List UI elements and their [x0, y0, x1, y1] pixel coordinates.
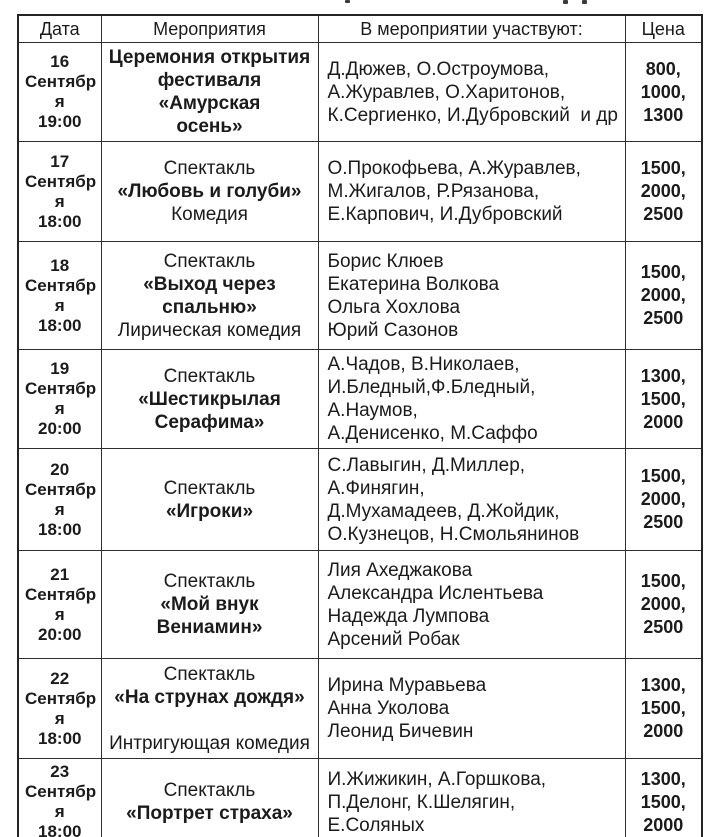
date-line: 18:00 — [38, 519, 82, 539]
participant-name: О.Прокофьева, А.Журавлев, — [327, 158, 581, 179]
event-line: осень» — [176, 116, 243, 137]
date-cell — [18, 350, 101, 449]
price-value: 800, — [645, 58, 681, 79]
price-value: 2000 — [643, 411, 684, 432]
participant-name: К.Сергиенко, И.Дубровский и др — [327, 104, 618, 126]
participant-name: Д.Мухамадеев, Д.Жойдик, — [327, 500, 560, 522]
date-line: 22 — [50, 668, 70, 688]
date-line: Сентябр — [25, 171, 97, 191]
price-value: 1300, — [640, 365, 686, 386]
table-row — [18, 551, 702, 659]
date-line: я — [54, 708, 65, 728]
table-body — [18, 43, 702, 837]
date-line: я — [54, 191, 65, 211]
participant-name: Александра Ислентьева — [327, 582, 544, 604]
table-row — [18, 759, 702, 837]
price-value: 2500 — [643, 204, 684, 224]
price-value: 1300 — [643, 104, 684, 125]
column-header-participants: В мероприятии участвуют: — [318, 15, 625, 43]
participants-cell — [318, 759, 625, 837]
event-cell — [101, 242, 318, 350]
date-line: 18:00 — [38, 822, 82, 837]
date-line: Сентябр — [25, 782, 97, 801]
price-value: 1500, — [640, 466, 686, 486]
price-cell — [625, 759, 702, 837]
participant-name: Е.Карпович, И.Дубровский — [327, 204, 563, 225]
price-cell — [625, 449, 702, 551]
price-cell — [625, 43, 702, 142]
date-cell — [18, 551, 101, 659]
table-row — [18, 43, 702, 142]
date-line: Сентябр — [25, 584, 97, 604]
date-line: Сентябр — [25, 72, 97, 91]
participants-cell — [318, 43, 625, 142]
participant-name: Е.Соляных — [327, 814, 425, 836]
price-value: 2500 — [643, 617, 684, 637]
participants-cell — [318, 449, 625, 551]
participants-cell — [318, 142, 625, 242]
price-cell — [625, 142, 702, 242]
column-header-date: Дата — [18, 15, 101, 43]
header-row — [18, 15, 702, 43]
event-line: «Выход через — [143, 273, 276, 295]
event-line: фестиваля «Амурская — [157, 70, 262, 114]
cropped-text-fragment — [563, 0, 568, 4]
price-value: 1500, — [640, 791, 686, 812]
price-value: 1500, — [640, 698, 686, 718]
participant-name: Ольга Хохлова — [327, 296, 461, 318]
event-line: Церемония открытия — [108, 47, 311, 68]
date-cell — [18, 142, 101, 242]
date-line: 20 — [50, 459, 70, 479]
participant-name: Екатерина Волкова — [327, 273, 500, 295]
date-line: я — [54, 802, 65, 821]
event-line: Спектакль — [163, 250, 256, 272]
date-line: 16 — [50, 52, 70, 71]
event-line: спальню» — [162, 296, 257, 318]
event-line: «На струнах дождя» — [114, 686, 305, 708]
date-line: я — [54, 295, 65, 315]
table-row — [18, 142, 702, 242]
events-schedule-table — [17, 14, 703, 837]
participants-cell — [318, 659, 625, 759]
participant-name: С.Лавыгин, Д.Миллер, А.Финягин, — [327, 454, 531, 499]
event-line: «Портрет страха» — [126, 803, 293, 824]
event-line: «Мой внук Вениамин» — [156, 594, 263, 638]
event-line: Спектакль — [163, 663, 256, 685]
date-line: 19 — [50, 359, 70, 378]
participant-name: Арсений Робак — [327, 628, 460, 650]
price-value: 2500 — [643, 308, 684, 328]
table-row — [18, 659, 702, 759]
date-line: Сентябр — [25, 479, 97, 499]
event-line: Спектакль — [163, 477, 256, 499]
participants-cell — [318, 350, 625, 449]
price-value: 1500, — [640, 262, 686, 282]
price-cell — [625, 659, 702, 759]
column-header-events: Мероприятия — [101, 15, 318, 43]
participant-name: Юрий Сазонов — [327, 319, 459, 341]
date-line: 23 — [50, 762, 70, 781]
date-cell — [18, 659, 101, 759]
cropped-text-fragment — [582, 0, 587, 4]
participant-name: Леонид Бичевин — [327, 721, 474, 742]
participant-name: И.Бледный,Ф.Бледный, А.Наумов, — [327, 377, 541, 421]
participant-name: П.Делонг, К.Шелягин, — [327, 791, 516, 813]
event-cell — [101, 142, 318, 242]
price-value: 1300, — [640, 768, 686, 789]
price-value: 2000, — [640, 489, 686, 509]
date-line: 21 — [50, 564, 70, 584]
participant-name: А.Журавлев, О.Харитонов, — [327, 81, 566, 103]
event-line: Спектакль — [163, 365, 256, 387]
table-row — [18, 242, 702, 350]
price-value: 1500, — [640, 158, 686, 178]
price-value: 1000, — [640, 81, 686, 102]
price-value: 2000, — [640, 594, 686, 614]
event-line: Комедия — [171, 204, 248, 225]
date-cell — [18, 759, 101, 837]
price-cell — [625, 350, 702, 449]
event-line: «Любовь и голуби» — [117, 181, 302, 202]
participant-name: Анна Уколова — [327, 698, 450, 719]
event-line: Серафима» — [154, 411, 265, 433]
date-line: я — [54, 92, 65, 111]
price-cell — [625, 242, 702, 350]
date-line: я — [54, 399, 65, 418]
participant-name: Лия Ахеджакова — [327, 559, 473, 581]
price-value: 2000 — [643, 721, 684, 741]
date-line: 18:00 — [38, 728, 82, 748]
date-line: 18 — [50, 255, 70, 275]
event-line — [108, 709, 312, 732]
table-row — [18, 350, 702, 449]
column-header-price: Цена — [625, 15, 702, 43]
table-header — [18, 15, 702, 43]
price-value: 1500, — [640, 571, 686, 591]
event-line: Спектакль — [163, 571, 256, 592]
table-row — [18, 449, 702, 551]
event-line: «Шестикрылая — [138, 388, 281, 410]
participant-name: А.Чадов, В.Николаев, — [327, 354, 520, 375]
participant-name: И.Жижикин, А.Горшкова, — [327, 768, 547, 790]
date-line: 18:00 — [38, 211, 82, 231]
price-value: 2000 — [643, 814, 684, 835]
price-cell — [625, 551, 702, 659]
event-line: Интригующая комедия — [109, 732, 310, 754]
participant-name: А.Денисенко, М.Саффо — [327, 423, 538, 444]
price-value: 2500 — [643, 512, 684, 532]
date-line: Сентябр — [25, 379, 97, 398]
event-line: Спектакль — [163, 158, 256, 179]
event-cell — [101, 659, 318, 759]
price-value: 1500, — [640, 388, 686, 409]
date-line: я — [54, 499, 65, 519]
price-value: 2000, — [640, 285, 686, 305]
date-line: 18:00 — [38, 315, 82, 335]
event-line: Лирическая комедия — [117, 319, 302, 341]
participant-name: М.Жигалов, Р.Рязанова, — [327, 181, 540, 202]
date-line: Сентябр — [25, 688, 97, 708]
date-cell — [18, 43, 101, 142]
date-cell — [18, 449, 101, 551]
participants-cell — [318, 242, 625, 350]
date-line: 17 — [50, 151, 70, 171]
date-line: Сентябр — [25, 275, 97, 295]
participant-name: Ирина Муравьева — [327, 675, 487, 696]
participant-name: Борис Клюев — [327, 250, 444, 272]
event-cell — [101, 449, 318, 551]
event-cell — [101, 759, 318, 837]
participant-name: О.Кузнецов, Н.Смольянинов — [327, 523, 580, 545]
participant-name: Надежда Лумпова — [327, 605, 490, 627]
date-line: 20:00 — [38, 624, 82, 644]
event-line: «Игроки» — [165, 500, 254, 522]
event-cell — [101, 350, 318, 449]
event-cell — [101, 43, 318, 142]
date-line: я — [54, 604, 65, 624]
price-value: 2000, — [640, 181, 686, 201]
cropped-text-fragment — [345, 0, 350, 3]
date-line: 19:00 — [38, 112, 82, 131]
participants-cell — [318, 551, 625, 659]
event-line: Спектакль — [163, 780, 256, 801]
event-cell — [101, 551, 318, 659]
price-value: 1300, — [640, 675, 686, 695]
participant-name: Д.Дюжев, О.Остроумова, — [327, 58, 550, 80]
date-cell — [18, 242, 101, 350]
date-line: 20:00 — [38, 419, 82, 438]
